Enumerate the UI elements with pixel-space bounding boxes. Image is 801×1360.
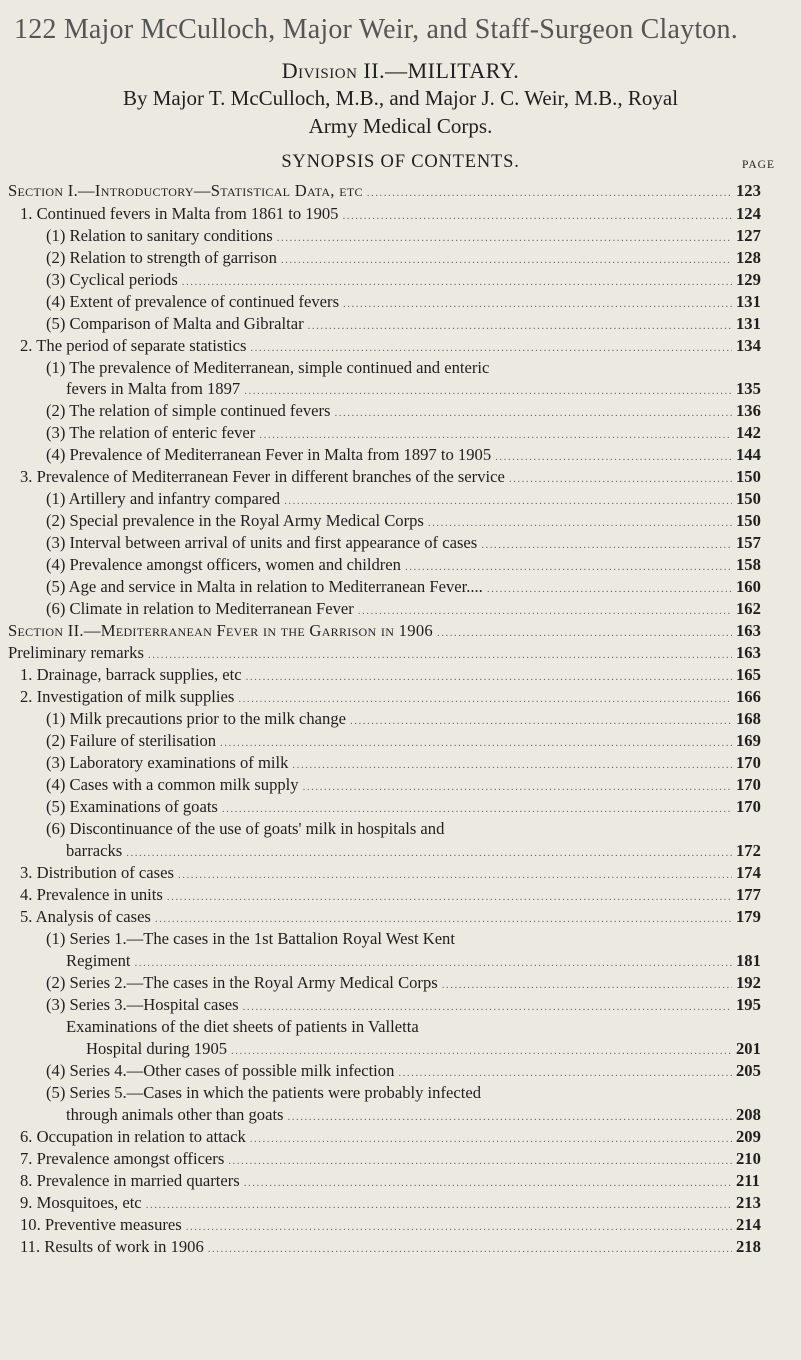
dot-leader: [244, 1173, 732, 1193]
toc-page-number: 205: [736, 1061, 761, 1080]
toc-page-number: 210: [736, 1149, 761, 1168]
toc-entry: [20, 907, 770, 927]
dot-leader: [288, 1107, 732, 1127]
toc-page-number: 158: [736, 555, 761, 574]
toc-entry-title: barracks: [66, 841, 123, 860]
toc-entry: [8, 643, 770, 663]
toc-entry: [46, 753, 770, 773]
toc-entry-title: (4) Series 4.—Other cases of possible milk infection: [46, 1061, 395, 1080]
toc-page-number: 209: [736, 1127, 761, 1146]
toc-page-number: 179: [736, 907, 761, 926]
toc-entry-title: (4) Prevalence of Mediterranean Fever in Malta from 1897 to 1905: [46, 445, 492, 464]
toc-page-number: 162: [736, 599, 761, 618]
toc-entry: [46, 445, 770, 465]
running-head: [14, 14, 738, 46]
dot-leader: [405, 557, 732, 577]
toc-entry-title: fevers in Malta from 1897: [66, 379, 241, 398]
toc-entry-continued: Examinations of the diet sheets of patients in Valletta: [66, 1017, 419, 1036]
dot-leader: [308, 316, 732, 336]
toc-page-number: 170: [736, 753, 761, 772]
toc-page-number: 195: [736, 995, 761, 1014]
dot-leader: [495, 447, 732, 467]
toc-entry: [46, 314, 770, 334]
dot-leader: [398, 1063, 732, 1083]
toc-entry: [20, 336, 770, 356]
toc-entry-title: Regiment: [66, 951, 131, 970]
dot-leader: [334, 403, 732, 423]
toc-entry-title: (4) Extent of prevalence of continued fevers: [46, 292, 340, 311]
toc-page-number: 218: [736, 1237, 761, 1256]
byline: By Major T. McCulloch, M.B., and Major J. C. Weir, M.B., Royal: [122, 86, 679, 110]
dot-leader: [428, 513, 732, 533]
dot-leader: [155, 909, 732, 929]
byline-continued: Army Medical Corps.: [308, 114, 493, 138]
toc-page-number: 142: [736, 423, 761, 442]
toc-entry: [20, 1171, 770, 1191]
dot-leader: [442, 975, 732, 995]
toc-entry: [46, 731, 770, 751]
dot-leader: [222, 799, 732, 819]
toc-page-number: 177: [736, 885, 761, 904]
toc-page-number: 134: [736, 336, 761, 355]
division-heading: Division II.—MILITARY.: [281, 58, 520, 83]
toc-entry-title: 1. Drainage, barrack supplies, etc: [20, 665, 242, 684]
toc-entry-title: (5) Examinations of goats: [46, 797, 218, 816]
toc-entry: [46, 401, 770, 421]
toc-entry-title: (3) The relation of enteric fever: [46, 423, 256, 442]
toc-page-number: 150: [736, 511, 761, 530]
toc-entry-title: Hospital during 1905: [86, 1039, 228, 1058]
toc-entry-title: (4) Prevalence amongst officers, women and children: [46, 555, 401, 574]
toc-page-number: 163: [736, 643, 761, 662]
toc-page-number: 128: [736, 248, 761, 267]
toc-entry-title: (2) Failure of sterilisation: [46, 731, 217, 750]
toc-entry-title: 8. Prevalence in married quarters: [20, 1171, 240, 1190]
toc-entry-title: (3) Series 3.—Hospital cases: [46, 995, 239, 1014]
toc-entry: [20, 467, 770, 487]
toc-entry: [46, 577, 770, 597]
dot-leader: [277, 228, 732, 248]
toc-section-heading: [8, 181, 770, 201]
page-column-label: PAGE: [742, 159, 775, 171]
toc-entry-title: 4. Prevalence in units: [20, 885, 163, 904]
dot-leader: [437, 623, 732, 643]
toc-entry-title: (2) Relation to strength of garrison: [46, 248, 277, 267]
toc-entry: [46, 248, 770, 268]
toc-entry: [46, 973, 770, 993]
toc-entry-continued: (6) Discontinuance of the use of goats' milk in hospitals and: [46, 819, 445, 838]
toc-entry-title: Section II.—Mediterranean Fever in the Garrison in 1906: [8, 621, 434, 640]
toc-entry-title: 3. Prevalence of Mediterranean Fever in different branches of the service: [20, 467, 505, 486]
toc-entry-title: (2) Special prevalence in the Royal Army Medical Corps: [46, 511, 424, 530]
toc-entry-title: 9. Mosquitoes, etc: [20, 1193, 142, 1212]
toc-page-number: 135: [736, 379, 761, 398]
dot-leader: [135, 953, 732, 973]
toc-page-number: 131: [736, 292, 761, 311]
toc-page-number: 166: [736, 687, 761, 706]
toc-page-number: 181: [736, 951, 761, 970]
dot-leader: [246, 667, 732, 687]
toc-page-number: 208: [736, 1105, 761, 1124]
toc-entry: [20, 885, 770, 905]
toc-entry: [20, 204, 770, 224]
toc-entry-title: through animals other than goats: [66, 1105, 284, 1124]
toc-entry-continued: (1) The prevalence of Mediterranean, simple continued and enteric: [46, 358, 490, 377]
toc-entry: [66, 841, 770, 861]
toc-entry: [46, 709, 770, 729]
toc-entry: [20, 1193, 770, 1213]
toc-entry: [66, 1105, 770, 1125]
toc-page-number: 157: [736, 533, 761, 552]
dot-leader: [167, 887, 732, 907]
dot-leader: [178, 865, 732, 885]
dot-leader: [244, 381, 732, 401]
toc-page-number: 144: [736, 445, 761, 464]
toc-page-number: 165: [736, 665, 761, 684]
toc-entry: [66, 951, 770, 971]
dot-leader: [182, 272, 732, 292]
dot-leader: [292, 755, 732, 775]
toc-page-number: 163: [736, 621, 761, 640]
toc-entry-title: 6. Occupation in relation to attack: [20, 1127, 246, 1146]
toc-entry-title: (3) Cyclical periods: [46, 270, 178, 289]
toc-entry-title: 5. Analysis of cases: [20, 907, 151, 926]
dot-leader: [342, 206, 732, 226]
toc-entry-title: Section I.—Introductory—Statistical Data, etc: [8, 181, 363, 200]
dot-leader: [481, 535, 732, 555]
toc-entry: [46, 292, 770, 312]
toc-entry-title: (5) Comparison of Malta and Gibraltar: [46, 314, 304, 333]
toc-page-number: 150: [736, 467, 761, 486]
toc-entry: [20, 1127, 770, 1147]
toc-entry: [20, 665, 770, 685]
dot-leader: [284, 491, 732, 511]
toc-entry-title: 7. Prevalence amongst officers: [20, 1149, 225, 1168]
toc-entry: [46, 511, 770, 531]
toc-entry: [20, 863, 770, 883]
toc-entry: [46, 270, 770, 290]
synopsis-heading: SYNOPSIS OF CONTENTS.: [281, 152, 520, 172]
dot-leader: [148, 645, 732, 665]
toc-entry-title: (5) Age and service in Malta in relation to Mediterranean Fever....: [46, 577, 483, 596]
toc-entry: [46, 995, 770, 1015]
dot-leader: [343, 294, 732, 314]
toc-entry: [46, 226, 770, 246]
toc-page-number: 131: [736, 314, 761, 333]
dot-leader: [350, 711, 732, 731]
page-number: 122: [14, 14, 57, 45]
toc-entry-title: 2. Investigation of milk supplies: [20, 687, 235, 706]
dot-leader: [146, 1195, 732, 1215]
toc-page-number: 170: [736, 775, 761, 794]
toc-entry-title: (4) Cases with a common milk supply: [46, 775, 299, 794]
toc-entry-title: Preliminary remarks: [8, 643, 144, 662]
toc-entry-title: (2) The relation of simple continued fevers: [46, 401, 331, 420]
toc-entry-title: (3) Interval between arrival of units and first appearance of cases: [46, 533, 478, 552]
toc-page-number: 201: [736, 1039, 761, 1058]
toc-entry: [20, 1237, 770, 1257]
toc-page-number: 170: [736, 797, 761, 816]
toc-entry-title: 3. Distribution of cases: [20, 863, 174, 882]
dot-leader: [487, 579, 732, 599]
toc-entry: [46, 533, 770, 553]
toc-entry-title: 11. Results of work in 1906: [20, 1237, 204, 1256]
toc-entry-title: (6) Climate in relation to Mediterranean Fever: [46, 599, 354, 618]
dot-leader: [126, 843, 732, 863]
toc-entry: [66, 379, 770, 399]
toc-entry-title: 10. Preventive measures: [20, 1215, 182, 1234]
toc-section-heading: [8, 621, 770, 641]
toc-page-number: 172: [736, 841, 761, 860]
dot-leader: [281, 250, 732, 270]
toc-entry-title: 1. Continued fevers in Malta from 1861 to 1905: [20, 204, 339, 223]
dot-leader: [238, 689, 732, 709]
toc-page-number: 124: [736, 204, 761, 223]
dot-leader: [250, 1129, 732, 1149]
dot-leader: [243, 997, 732, 1017]
toc-page-number: 136: [736, 401, 761, 420]
dot-leader: [509, 469, 732, 489]
toc-entry: [20, 1149, 770, 1169]
dot-leader: [259, 425, 732, 445]
toc-entry: [46, 423, 770, 443]
toc-page-number: 150: [736, 489, 761, 508]
toc-page-number: 211: [736, 1171, 760, 1190]
toc-entry: [46, 599, 770, 619]
toc-entry-continued: (1) Series 1.—The cases in the 1st Battalion Royal West Kent: [46, 929, 455, 948]
dot-leader: [250, 338, 732, 358]
dot-leader: [220, 733, 732, 753]
dot-leader: [186, 1217, 732, 1237]
toc-page-number: 160: [736, 577, 761, 596]
toc-entry: [20, 687, 770, 707]
toc-entry-continued: (5) Series 5.—Cases in which the patients were probably infected: [46, 1083, 481, 1102]
toc-entry: [86, 1039, 770, 1059]
dot-leader: [303, 777, 732, 797]
toc-entry-title: (1) Relation to sanitary conditions: [46, 226, 273, 245]
toc-page-number: 174: [736, 863, 761, 882]
toc-page-number: 169: [736, 731, 761, 750]
toc-entry: [46, 797, 770, 817]
toc-entry: [46, 555, 770, 575]
toc-entry-title: (3) Laboratory examinations of milk: [46, 753, 289, 772]
toc-page-number: 192: [736, 973, 761, 992]
dot-leader: [367, 183, 732, 203]
toc-page-number: 213: [736, 1193, 761, 1212]
toc-entry: [46, 489, 770, 509]
dot-leader: [358, 601, 732, 621]
toc-entry-title: (1) Artillery and infantry compared: [46, 489, 281, 508]
toc-page-number: 129: [736, 270, 761, 289]
toc-page-number: 168: [736, 709, 761, 728]
toc-page-number: 123: [736, 181, 761, 200]
dot-leader: [208, 1239, 732, 1259]
toc-page-number: 127: [736, 226, 761, 245]
running-title: Major McCulloch, Major Weir, and Staff-Surgeon Clayton.: [63, 14, 738, 45]
toc-entry-title: 2. The period of separate statistics: [20, 336, 247, 355]
toc-page-number: 214: [736, 1215, 761, 1234]
toc-entry: [20, 1215, 770, 1235]
dot-leader: [228, 1151, 732, 1171]
dot-leader: [231, 1041, 732, 1061]
toc-entry: [46, 1061, 770, 1081]
toc-entry-title: (2) Series 2.—The cases in the Royal Army Medical Corps: [46, 973, 438, 992]
toc-entry: [46, 775, 770, 795]
toc-entry-title: (1) Milk precautions prior to the milk change: [46, 709, 346, 728]
